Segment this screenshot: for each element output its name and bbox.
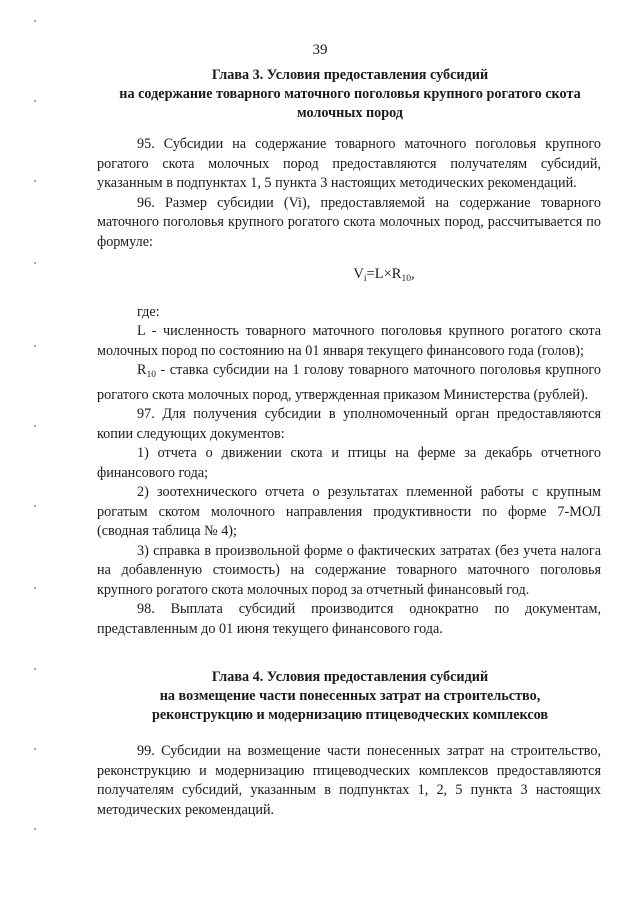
paragraph-97-item-1: 1) отчета о движении скота и птицы на ферме за декабрь отчетного финансового года; [97, 445, 601, 481]
paragraph-99: 99. Субсидии на возмещение части понесенных затрат на строительство, реконструкцию и модернизацию птицеводческих комплексов предоставляются получателям субсидий, указанным в подпунктах 1, 2, 5 пункта 3 настоящих методических рекомендаций. [97, 743, 601, 818]
chapter-4-title-line: на возмещение части понесенных затрат на строительство, [159, 688, 541, 704]
subsidy-formula [97, 265, 601, 290]
formula-r-subscript: 10 [401, 274, 411, 284]
chapter-4-title-line: Глава 4. Условия предоставления субсидий [211, 669, 489, 685]
chapter-4-heading [90, 668, 610, 725]
chapter-4-title-line: реконструкцию и модернизацию птицеводческих комплексов [151, 707, 549, 723]
scan-mark [34, 505, 36, 507]
scan-mark [34, 425, 36, 427]
paragraph-97-item-3: 3) справка в произвольной форме о фактических затратах (без учета налога на добавленную стоимость) на содержание товарного маточного поголовья крупного рогатого скота молочных пород за отчетный финансовый год. [97, 542, 601, 598]
page-number: 39 [312, 42, 328, 58]
scan-mark [34, 262, 36, 264]
where-label: где: [137, 303, 160, 320]
chapter-3-title-line: молочных пород [297, 105, 403, 121]
scan-mark [34, 180, 36, 182]
paragraph-98: 98. Выплата субсидий производится однократно по документам, представленным до 01 июня текущего финансового года. [97, 601, 601, 637]
formula-body: =L×R [366, 266, 402, 282]
chapter-3-title-line: Глава 3. Условия предоставления субсидий [211, 67, 489, 83]
scan-mark [34, 100, 36, 102]
chapter-3-title-line: на содержание товарного маточного поголовья крупного рогатого скота [119, 86, 581, 102]
scan-mark [34, 828, 36, 830]
chapter-3-heading [90, 66, 610, 123]
paragraph-95: 95. Субсидии на содержание товарного маточного поголовья крупного рогатого скота молочных пород предоставляются получателям субсидий, указанным в подпунктах 1, 5 пункта 3 настоящих методических рекомендаций. [97, 136, 601, 191]
paragraph-97-item-2: 2) зоотехнического отчета о результатах племенной работы с крупным рогатым скотом молочного направления продуктивности по форме 7-МОЛ (сводная таблица № 4); [97, 484, 601, 539]
scan-mark [34, 668, 36, 670]
paragraph-96: 96. Размер субсидии (Vi), предоставляемой на содержание товарного маточного поголовья крупного рогатого скота молочных пород, рассчитывается по формуле: [97, 194, 601, 250]
formula-v-subscript: i [363, 274, 367, 284]
paragraph-97: 97. Для получения субсидии в уполномоченный орган предоставляются копии следующих документов: [97, 406, 601, 442]
definition-r-symbol: R [137, 362, 147, 378]
scan-mark [34, 345, 36, 347]
definition-r-text: - ставка субсидии на 1 голову товарного маточного поголовья крупного рогатого скота молочных пород, утвержденная приказом Министерства (рублей). [97, 362, 601, 403]
definition-r [97, 361, 601, 405]
chapter-4-body [97, 742, 601, 820]
formula-v: V [353, 266, 364, 282]
formula-end: , [410, 266, 415, 282]
scan-mark [34, 587, 36, 589]
definition-r-subscript: 10 [146, 370, 156, 380]
definition-l: L - численность товарного маточного поголовья крупного рогатого скота молочных пород по состоянию на 01 января текущего финансового года (голов); [97, 323, 601, 359]
scan-mark [34, 748, 36, 750]
scan-mark [34, 20, 36, 22]
chapter-3-body [97, 135, 601, 639]
